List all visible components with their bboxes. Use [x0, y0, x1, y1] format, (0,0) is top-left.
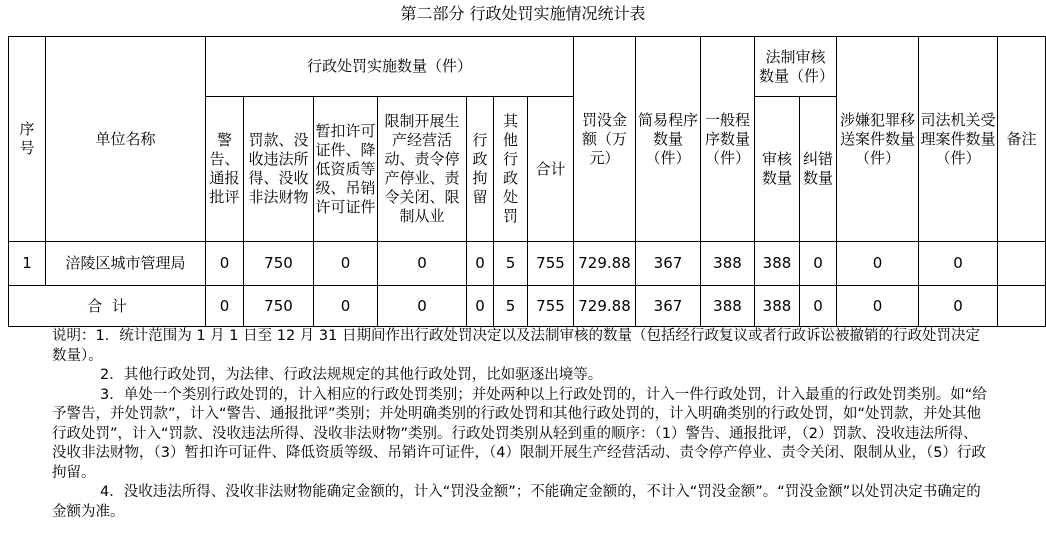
header-correct: 纠错数量 [800, 97, 837, 242]
total-other: 5 [494, 286, 528, 327]
cell-review: 388 [755, 242, 800, 286]
header-general: 一般程序数量（件） [701, 37, 755, 242]
total-judicial: 0 [919, 286, 998, 327]
header-impl-group: 行政处罚实施数量（件） [206, 37, 574, 97]
total-warning: 0 [206, 286, 244, 327]
total-amount: 729.88 [574, 286, 636, 327]
header-transfer: 涉嫌犯罪移送案件数量（件） [837, 37, 919, 242]
header-other: 其他行政处罚 [494, 97, 528, 242]
cell-detention: 0 [467, 242, 494, 286]
header-restrict: 限制开展生产经营活动、责令停产停业、责令关闭、限制从业 [378, 97, 467, 242]
note-2: 2．其他行政处罚，为法律、行政法规规定的其他行政处罚，比如驱逐出境等。 [100, 367, 603, 383]
note-3: 3．单处一个类别行政处罚的，计入相应的行政处罚类别；并处两种以上行政处罚的，计入一件行政处罚，计入最重的行政处罚类别。如“给予警告，并处罚款”，计入“警告、通报批评”类别；并处明确类别的行政处罚和其他行政处罚的，计入明确类别的行政处罚，如“处罚款，并处其他行政处罚”，计入“罚款、没收违法所得、没收非法财物”类别。行政处罚类别从轻到重的顺序：（1）警告、通报批评，（2）罚款、没收违法所得、没收非法财物，（3）暂扣许可证件、降低资质等级、吊销许可证件，（4）限制开展生产经营活动、责令停产停业、责令关闭、限制从业，（5）行政拘留。 [52, 386, 987, 481]
cell-seq: 1 [9, 242, 46, 286]
note-4: 4．没收违法所得、没收非法财物能确定金额的，计入“罚没金额”；不能确定金额的，不计入“罚没金额”。“罚没金额”以处罚决定书确定的金额为准。 [52, 484, 981, 520]
cell-suspend: 0 [314, 242, 378, 286]
cell-correct: 0 [800, 242, 837, 286]
header-detention: 行政拘留 [467, 97, 494, 242]
total-remark [998, 286, 1046, 327]
header-fine: 罚款、没收违法所得、没收非法财物 [244, 97, 314, 242]
header-warning: 警告、通报批评 [206, 97, 244, 242]
cell-simple: 367 [636, 242, 701, 286]
total-suspend: 0 [314, 286, 378, 327]
header-unit-name: 单位名称 [46, 37, 206, 242]
header-review: 审核数量 [755, 97, 800, 242]
cell-judicial: 0 [919, 242, 998, 286]
total-detention: 0 [467, 286, 494, 327]
header-legal-group: 法制审核数量（件） [755, 37, 837, 97]
cell-unit-name: 涪陵区城市管理局 [46, 242, 206, 286]
cell-fine: 750 [244, 242, 314, 286]
cell-warning: 0 [206, 242, 244, 286]
header-judicial: 司法机关受理案件数量（件） [919, 37, 998, 242]
total-fine: 750 [244, 286, 314, 327]
cell-other: 5 [494, 242, 528, 286]
header-remark: 备注 [998, 37, 1046, 242]
total-total: 755 [528, 286, 574, 327]
total-transfer: 0 [837, 286, 919, 327]
cell-remark [998, 242, 1046, 286]
total-restrict: 0 [378, 286, 467, 327]
total-simple: 367 [636, 286, 701, 327]
cell-general: 388 [701, 242, 755, 286]
header-suspend: 暂扣许可证件、降低资质等级、吊销许可证件 [314, 97, 378, 242]
total-review: 388 [755, 286, 800, 327]
table-row [9, 242, 1046, 286]
statistics-table [8, 36, 1046, 327]
header-amount: 罚没金额（万元） [574, 37, 636, 242]
page-title: 第二部分 行政处罚实施情况统计表 [400, 4, 646, 23]
notes [52, 327, 988, 522]
header-seq: 序号 [9, 37, 46, 242]
cell-amount: 729.88 [574, 242, 636, 286]
total-correct: 0 [800, 286, 837, 327]
header-total: 合计 [528, 97, 574, 242]
total-label: 合 计 [9, 286, 206, 327]
total-general: 388 [701, 286, 755, 327]
cell-transfer: 0 [837, 242, 919, 286]
cell-total: 755 [528, 242, 574, 286]
total-row [9, 286, 1046, 327]
cell-restrict: 0 [378, 242, 467, 286]
header-simple: 简易程序数量（件） [636, 37, 701, 242]
note-1: 说明：1．统计范围为 1 月 1 日至 12 月 31 日期间作出行政处罚决定以及法制审核的数量（包括经行政复议或者行政诉讼被撤销的行政处罚决定数量）。 [52, 328, 980, 364]
